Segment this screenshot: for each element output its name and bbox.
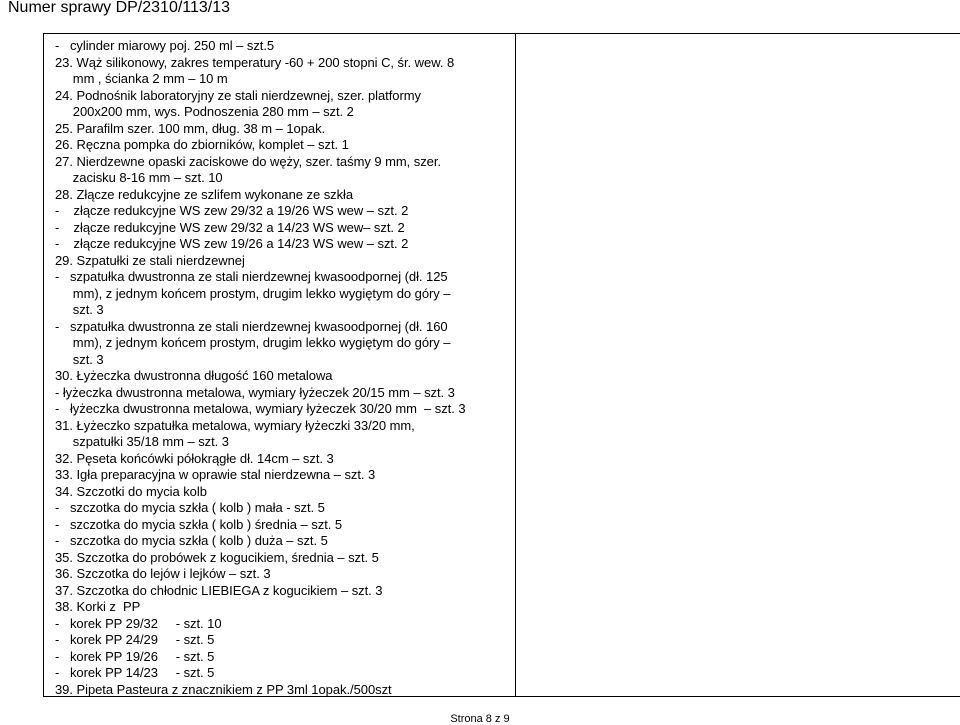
- list-line: szt. 3: [55, 351, 104, 367]
- list-line: - złącze redukcyjne WS zew 19/26 a 14/23 WS wew – szt. 2: [55, 236, 409, 251]
- list-line: - korek PP 14/23 - szt. 5: [55, 665, 215, 680]
- list-line: - cylinder miarowy poj. 250 ml – szt.5: [55, 38, 275, 53]
- list-line: mm), z jednym końcem prostym, drugim lekko wygiętym do góry –: [55, 335, 451, 350]
- list-line: 31. Łyżeczko szpatułka metalowa, wymiary łyżeczki 33/20 mm,: [55, 417, 415, 433]
- list-line: - złącze redukcyjne WS zew 29/32 a 14/23 WS wew– szt. 2: [55, 219, 405, 235]
- list-line: 28. Złącze redukcyjne ze szlifem wykonane ze szkła: [55, 186, 354, 202]
- list-line: 32. Pęseta końcówki półokrągłe dł. 14cm – szt. 3: [55, 450, 334, 466]
- case-number-header: Numer sprawy DP/2310/113/13: [8, 0, 231, 16]
- list-line: 29. Szpatułki ze stali nierdzewnej: [55, 252, 245, 268]
- list-line: - szpatułka dwustronna ze stali nierdzewnej kwasoodpornej (dł. 125: [55, 269, 448, 284]
- list-line: - korek PP 19/26 - szt. 5: [55, 648, 215, 664]
- list-line: 39. Pipeta Pasteura z znacznikiem z PP 3ml 1opak./500szt: [55, 681, 392, 697]
- list-line: 27. Nierdzewne opaski zaciskowe do węży, szer. taśmy 9 mm, szer.: [55, 153, 441, 169]
- list-line: - korek PP 24/29 - szt. 5: [55, 632, 215, 647]
- list-line: 33. Igła preparacyjna w oprawie stal nierdzewna – szt. 3: [55, 467, 376, 482]
- list-line: 200x200 mm, wys. Podnoszenia 280 mm – szt. 2: [55, 104, 354, 119]
- list-line: 24. Podnośnik laboratoryjny ze stali nierdzewnej, szer. platformy: [55, 87, 421, 103]
- page-footer: [0, 713, 960, 725]
- list-line: 35. Szczotka do probówek z kogucikiem, średnia – szt. 5: [55, 549, 379, 565]
- list-line: zacisku 8-16 mm – szt. 10: [55, 170, 223, 185]
- list-line: - szczotka do mycia szkła ( kolb ) mała - szt. 5: [55, 500, 325, 515]
- list-line: - łyżeczka dwustronna metalowa, wymiary łyżeczek 20/15 mm – szt. 3: [55, 384, 455, 400]
- list-line: 30. Łyżeczka dwustronna długość 160 metalowa: [55, 368, 333, 383]
- list-line: - łyżeczka dwustronna metalowa, wymiary łyżeczek 30/20 mm – szt. 3: [55, 401, 466, 416]
- equipment-list: [55, 38, 525, 698]
- list-line: - szpatułka dwustronna ze stali nierdzewnej kwasoodpornej (dł. 160: [55, 318, 448, 334]
- list-line: 34. Szczotki do mycia kolb: [55, 483, 207, 499]
- page-number: Strona 8 z 9: [450, 713, 510, 725]
- list-line: 38. Korki z PP: [55, 599, 141, 614]
- list-line: mm , ścianka 2 mm – 10 m: [55, 71, 228, 86]
- list-line: 36. Szczotka do lejów i lejków – szt. 3: [55, 566, 271, 581]
- list-line: mm), z jednym końcem prostym, drugim lekko wygiętym do góry –: [55, 285, 451, 301]
- list-line: 37. Szczotka do chłodnic LIEBIEGA z kogucikiem – szt. 3: [55, 582, 383, 598]
- list-line: - szczotka do mycia szkła ( kolb ) duża – szt. 5: [55, 533, 328, 548]
- list-line: szpatułki 35/18 mm – szt. 3: [55, 434, 229, 449]
- list-line: - korek PP 29/32 - szt. 10: [55, 615, 222, 631]
- list-line: szt. 3: [55, 302, 104, 317]
- list-line: 25. Parafilm szer. 100 mm, dług. 38 m – 1opak.: [55, 120, 326, 136]
- table-border-top: [43, 33, 960, 34]
- list-line: 26. Ręczna pompka do zbiorników, komplet – szt. 1: [55, 137, 349, 152]
- list-line: 23. Wąż silikonowy, zakres temperatury -60 + 200 stopni C, śr. wew. 8: [55, 54, 455, 70]
- list-line: - złącze redukcyjne WS zew 29/32 a 19/26 WS wew – szt. 2: [55, 203, 409, 218]
- table-border-left: [43, 33, 44, 697]
- list-line: - szczotka do mycia szkła ( kolb ) średnia – szt. 5: [55, 516, 343, 532]
